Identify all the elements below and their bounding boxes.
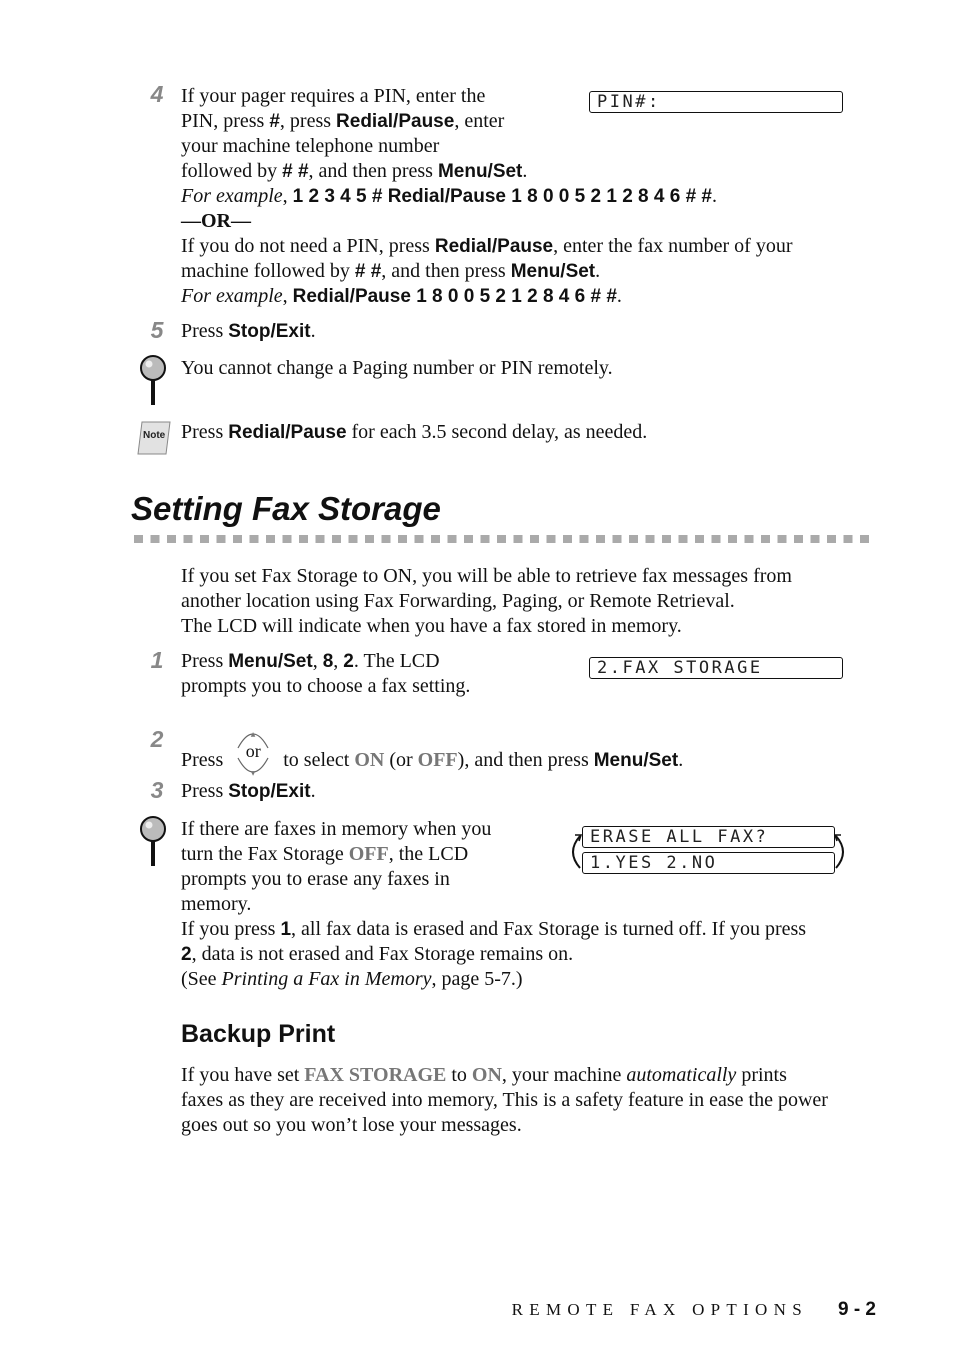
text-run: FAX STORAGE (304, 1064, 447, 1086)
text-run: For example (181, 285, 283, 307)
text-line (181, 892, 251, 917)
text-run: , (282, 285, 293, 307)
text-run: . (310, 320, 316, 342)
step-number: 2 (150, 726, 164, 752)
text-run: Press (181, 749, 224, 771)
text-run: goes out so you won’t lose your messages. (181, 1114, 522, 1136)
step-number: 1 (150, 647, 164, 673)
text-run: ON (471, 1064, 502, 1086)
text-run: PIN, press (181, 110, 270, 132)
page-footer (512, 1299, 876, 1321)
text-line (181, 649, 440, 674)
text-run: Press (181, 421, 229, 443)
text-run: faxes as they are received into memory, This is a safety feature in ease the power (181, 1089, 828, 1111)
svg-text:▼: ▼ (250, 770, 256, 777)
text-run: 2 (343, 651, 354, 672)
text-run: OFF (348, 843, 389, 865)
text-run: prints (736, 1064, 787, 1086)
text-run: , (333, 650, 344, 672)
text-run: Menu/Set (593, 750, 679, 771)
text-run: Redial/Pause (434, 236, 554, 257)
text-run: If you press (181, 918, 281, 940)
text-line (181, 109, 504, 134)
text-run: Stop/Exit (228, 781, 311, 802)
text-line (181, 564, 792, 589)
note-label: Note (143, 430, 166, 441)
text-line (181, 614, 682, 639)
lcd-display-yes-no: 1.YES 2.NO (582, 852, 835, 874)
text-run: another location using Fax Forwarding, Paging, or Remote Retrieval. (181, 590, 735, 612)
text-line (181, 259, 600, 284)
text-run: to select (283, 749, 355, 771)
text-line (181, 1088, 828, 1113)
text-run: , (312, 650, 323, 672)
text-run: Redial/Pause (228, 422, 347, 443)
text-run: OFF (417, 749, 458, 771)
text-run: followed by (181, 160, 283, 182)
text-line (181, 184, 717, 209)
text-line (181, 842, 468, 867)
text-line (181, 209, 251, 234)
text-run: , press (279, 110, 337, 132)
text-run: Redial/Pause 1 8 0 0 5 2 1 2 8 4 6 # # (292, 286, 617, 307)
scroll-right-arrow-icon (833, 832, 853, 872)
text-run: , (282, 185, 293, 207)
text-run: Printing a Fax in Memory (221, 968, 432, 990)
text-line (181, 356, 613, 381)
lcd-display-fax-storage: 2.FAX STORAGE (589, 657, 843, 679)
text-run: If you have set (181, 1064, 305, 1086)
nav-keys (236, 728, 270, 778)
text-run: , and then press (308, 160, 438, 182)
text-line (181, 284, 622, 309)
text-run: Menu/Set (510, 261, 596, 282)
text-run: # # (354, 261, 382, 282)
text-run: . (712, 185, 717, 207)
text-line (181, 1063, 787, 1088)
svg-text:▲: ▲ (250, 731, 256, 738)
text-run: . (616, 285, 622, 307)
text-run: 1 (280, 919, 292, 940)
text-line (181, 779, 316, 804)
text-run: Redial/Pause (336, 111, 455, 132)
text-run: Menu/Set (437, 161, 523, 182)
text-run: —OR— (181, 210, 251, 232)
text-run: If you do not need a PIN, press (181, 235, 435, 257)
text-run: . The LCD (353, 650, 440, 672)
text-run: . (522, 160, 528, 182)
text-run: Menu/Set (228, 651, 313, 672)
step-number: 5 (150, 317, 164, 343)
text-run: Press (181, 320, 229, 342)
text-line (181, 1113, 522, 1138)
text-run: , data is not erased and Fax Storage remains on. (191, 943, 574, 965)
text-run: ON (354, 749, 385, 771)
text-line (181, 589, 735, 614)
text-run: , all fax data is erased and Fax Storage is turned off. If you press (291, 918, 807, 940)
text-line (181, 867, 450, 892)
text-run: Stop/Exit (228, 321, 311, 342)
text-run: , enter (454, 110, 505, 132)
text-run: You cannot change a Paging number or PIN remotely. (181, 357, 613, 379)
text-run: Press (181, 650, 229, 672)
text-run: (or (384, 749, 418, 771)
text-run: , your machine (501, 1064, 627, 1086)
text-line (181, 319, 316, 344)
section-divider (134, 535, 874, 543)
text-run: 2 (181, 944, 192, 965)
text-line (181, 674, 470, 699)
text-line (181, 942, 573, 967)
text-run: . (310, 780, 316, 802)
step-2-after (283, 749, 683, 771)
text-run: for each 3.5 second delay, as needed. (346, 421, 648, 443)
text-run: automatically (626, 1064, 737, 1086)
step-number: 4 (150, 81, 164, 107)
text-run: prompts you to erase any faxes in (181, 868, 450, 890)
note-icon (136, 420, 172, 456)
text-line (181, 134, 439, 159)
text-run: , the LCD (388, 843, 469, 865)
text-run: ), and then press (457, 749, 594, 771)
text-line (181, 817, 491, 842)
text-run: , enter the fax number of your (553, 235, 793, 257)
footer-section-name: REMOTE FAX OPTIONS (511, 1300, 808, 1319)
step-2-text (181, 728, 683, 778)
text-line (181, 967, 523, 992)
text-run: memory. (181, 893, 252, 915)
text-run: , page 5-7.) (431, 968, 523, 990)
text-line (181, 234, 792, 259)
text-run: . (678, 749, 684, 771)
text-run: your machine telephone number (181, 135, 440, 157)
nav-or-label: or (245, 741, 261, 761)
text-run: turn the Fax Storage (181, 843, 349, 865)
text-run: (See (181, 968, 222, 990)
text-run: Press (181, 780, 229, 802)
text-run: If you set Fax Storage to ON, you will be able to retrieve fax messages from (181, 565, 792, 587)
text-run: prompts you to choose a fax setting. (181, 675, 471, 697)
text-line (181, 159, 527, 184)
text-line (181, 420, 647, 445)
step-2-before (181, 749, 223, 771)
text-run: # (269, 111, 280, 132)
text-run: to (446, 1064, 472, 1086)
text-run: , and then press (381, 260, 511, 282)
text-line (181, 84, 485, 109)
lcd-display-erase-all: ERASE ALL FAX? (582, 826, 835, 848)
text-run: If there are faxes in memory when you (181, 818, 492, 840)
scroll-left-arrow-icon (563, 832, 583, 872)
text-run: . (595, 260, 601, 282)
text-run: # # (282, 161, 309, 182)
text-run: machine followed by (181, 260, 355, 282)
text-run: For example (181, 185, 283, 207)
section-title: Setting Fax Storage (131, 490, 441, 527)
text-run: If your pager requires a PIN, enter the (181, 85, 486, 107)
text-run: 1 2 3 4 5 # Redial/Pause 1 8 0 0 5 2 1 2 8 4 6 # # (292, 186, 712, 207)
page-number: 9 - 2 (837, 1299, 876, 1320)
tip-pin-icon (139, 355, 167, 407)
text-line (181, 917, 806, 942)
tip-pin-icon (139, 816, 167, 868)
lcd-display-pin: PIN#: (589, 91, 843, 113)
text-run: 8 (322, 651, 334, 672)
text-run: The LCD will indicate when you have a fax stored in memory. (181, 615, 682, 637)
step-number: 3 (150, 777, 164, 803)
subsection-title: Backup Print (181, 1020, 336, 1048)
